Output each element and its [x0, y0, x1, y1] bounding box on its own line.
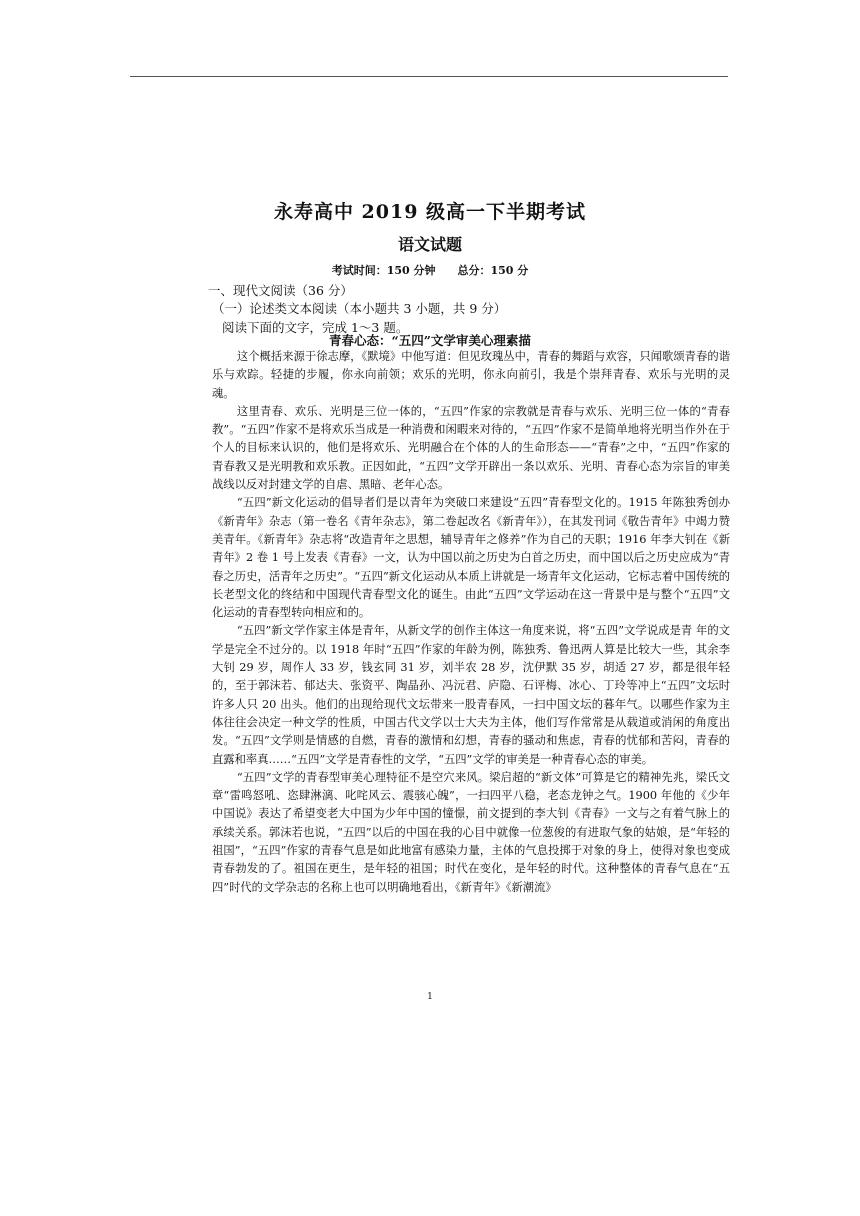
exam-title: 永寿高中 2019 级高一下半期考试	[273, 201, 587, 223]
section-heading-part-one-sub: （一）论述类文本阅读（本小题共 3 小题，共 9 分）	[212, 301, 507, 316]
header-rule	[130, 76, 728, 77]
section-heading-part-one: 一、现代文阅读（36 分）	[208, 283, 353, 298]
article-paragraph: “五四”文学的青春型审美心理特征不是空穴来风。梁启超的“新文体”可算是它的精神先兆，梁氏文章“雷鸣怒吼、恣肆淋漓、叱咤风云、震骇心魄”，一扫四平八稳，老态龙钟之气。1900 年他的《少年中国说》表达了希望变老大中国为少年中国的憧憬，前文提到的李大钊《青春》一文与之有着气脉上的承续关系。郭沫若也说，“五四”以后的中国在我的心目中就像一位葱俊的有进取气象的姑娘，是“年轻的祖国”，“五四”作家的青春气息是如此地富有感染力量，主体的气息投掷于对象的身上，使得对象也变成青春勃发的了。祖国在更生，是年轻的祖国；时代在变化，是年轻的时代。这种整体的青春气息在“五四”时代的文学杂志的名称上也可以明确地看出，《新青年》《新潮流》	[212, 770, 730, 894]
page-number: 1	[427, 992, 433, 1002]
article-paragraph: “五四”新文化运动的倡导者们是以青年为突破口来建设“五四”青春型文化的。1915 年陈独秀创办《新青年》杂志（第一卷名《青年杂志》，第二卷起改名《新青年》），在其发刊词《敬告青年》中竭力赞美青年。《新青年》杂志将“改造青年之思想，辅导青年之修养”作为自己的天职；1916 年李大钊在《新青年》2 卷 1 号上发表《青春》一文，认为中国以前之历史为白首之历史，而中国以后之历史应成为“青春之历史，活青年之历史”。“五四”新文化运动从本质上讲就是一场青年文化运动，它标志着中国传统的长老型文化的终结和中国现代青春型文化的诞生。由此“五四”文学运动在这一背景中是与整个“五四”文化运动的青春型转向相应和的。	[212, 496, 730, 620]
article-paragraph: “五四”新文学作家主体是青年，从新文学的创作主体这一角度来说，将“五四”文学说成是青 年的文学是完全不过分的。以 1918 年时“五四”作家的年龄为例，陈独秀、鲁迅两人算是比较大一些，其余李大钊 29 岁，周作人 33 岁，钱玄同 31 岁，刘半农 28 岁，沈伊默 35 岁，胡适 27 岁，都是很年轻的，至于郭沫若、郁达夫、张资平、陶晶孙、冯沅君、庐隐、石评梅、冰心、丁玲等冲上“五四”文坛时许多人只 20 出头。他们的出现给现代文坛带来一股青春风，一扫中国文坛的暮年气。以哪些作家为主体往往会决定一种文学的性质，中国古代文学以士大夫为主体，他们写作常常是从载道或消闲的角度出发。“五四”文学则是情感的自燃，青春的激情和幻想，青春的骚动和焦虑，青春的忧郁和苦闷，青春的直露和率真……“五四”文学是青春性的文学，“五四”文学的审美是一种青春心态的审美。	[212, 624, 730, 766]
reading-instruction: 阅读下面的文字，完成 1～3 题。	[222, 320, 409, 335]
article-paragraph: 这里青春、欢乐、光明是三位一体的，“五四”作家的宗教就是青春与欢乐、光明三位一体的“青春教”。“五四”作家不是将欢乐当成是一种消费和闲暇来对待的，“五四”作家不是简单地将光明当作外在于个人的目标来认识的，他们是将欢乐、光明融合在个体的人的生命形态——“青春”之中，“五四”作家的青春教又是光明教和欢乐教。正因如此，“五四”文学开辟出一条以欢乐、光明、青春心态为宗旨的审美战线以反对封建文学的自虐、黑暗、老年心态。	[212, 404, 730, 492]
article-paragraph: 这个概括来源于徐志摩，《默境》中他写道：但见玫瑰丛中，青春的舞蹈与欢容，只闻歌颂青春的谐乐与欢踪。轻捷的步履，你永向前领；欢乐的光明，你永向前引，我是个崇拜青春、欢乐与光明的灵魂。	[212, 350, 730, 400]
exam-total-score: 总分：150 分	[457, 264, 529, 277]
article-title: 青春心态：“五四”文学审美心理素描	[329, 333, 531, 348]
exam-info	[0, 262, 860, 278]
exam-subject: 语文试题	[397, 235, 462, 254]
article-body	[212, 348, 730, 897]
exam-time: 考试时间：150 分钟	[331, 264, 436, 277]
